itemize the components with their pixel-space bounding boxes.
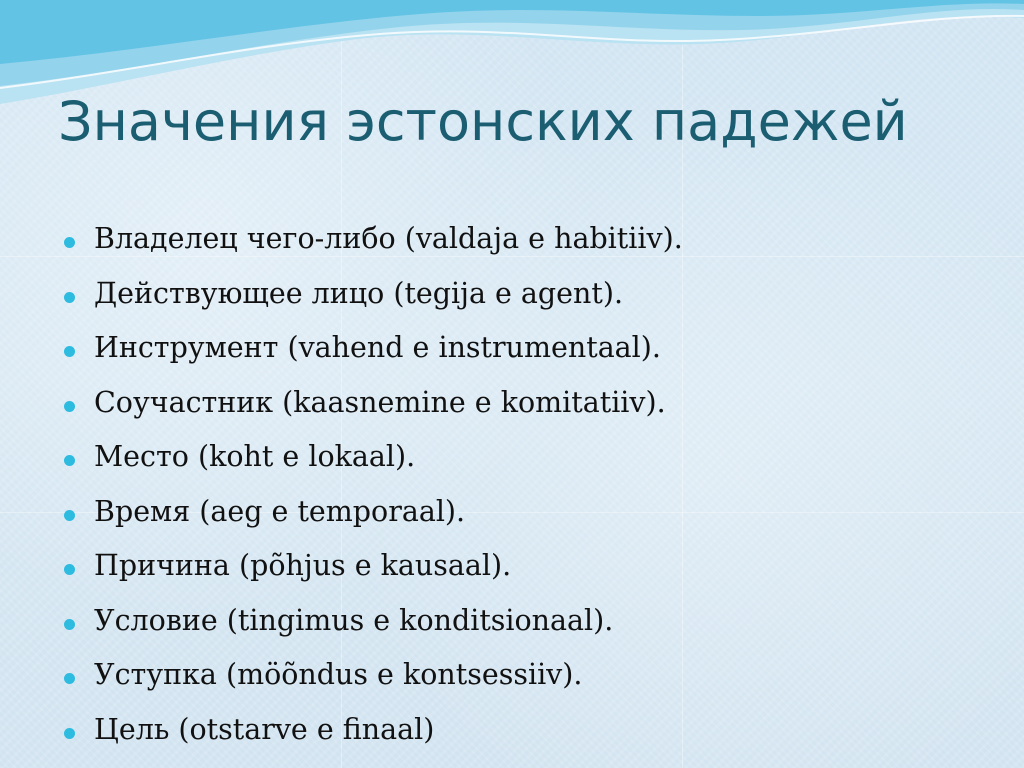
bullet-icon: [64, 401, 75, 412]
list-item: [64, 331, 683, 386]
bullet-icon: [64, 346, 75, 357]
bullet-text: Владелец чего-либо (valdaja e habitiiv).: [94, 222, 683, 255]
bullet-icon: [64, 728, 75, 739]
bullet-icon: [64, 292, 75, 303]
bullet-text: Место (koht e lokaal).: [94, 440, 416, 473]
list-item: [64, 386, 683, 441]
list-item: [64, 549, 683, 604]
bullet-icon: [64, 237, 75, 248]
bullet-text: Действующее лицо (tegija e agent).: [94, 276, 624, 310]
list-item: [64, 222, 683, 277]
slide-title: Значения эстонских падежей: [58, 90, 908, 153]
bullet-text: Цель (otstarve e finaal): [94, 712, 435, 746]
bullet-text: Уступка (möõndus e kontsessiiv).: [94, 658, 583, 691]
list-item: [64, 277, 683, 332]
bullet-text: Условие (tingimus e konditsionaal).: [94, 603, 614, 637]
list-item: [64, 713, 683, 768]
list-item: [64, 440, 683, 495]
bullet-icon: [64, 673, 75, 684]
bullet-list: [64, 222, 683, 767]
list-item: [64, 604, 683, 659]
list-item: [64, 495, 683, 550]
bullet-text: Соучастник (kaasnemine e komitatiiv).: [94, 385, 666, 419]
bullet-icon: [64, 619, 75, 630]
bullet-text: Время (aeg e temporaal).: [94, 494, 466, 528]
bullet-text: Причина (põhjus e kausaal).: [94, 549, 512, 582]
bullet-icon: [64, 455, 75, 466]
list-item: [64, 658, 683, 713]
bullet-text: Инструмент (vahend e instrumentaal).: [94, 331, 661, 364]
bullet-icon: [64, 564, 75, 575]
bullet-icon: [64, 510, 75, 521]
